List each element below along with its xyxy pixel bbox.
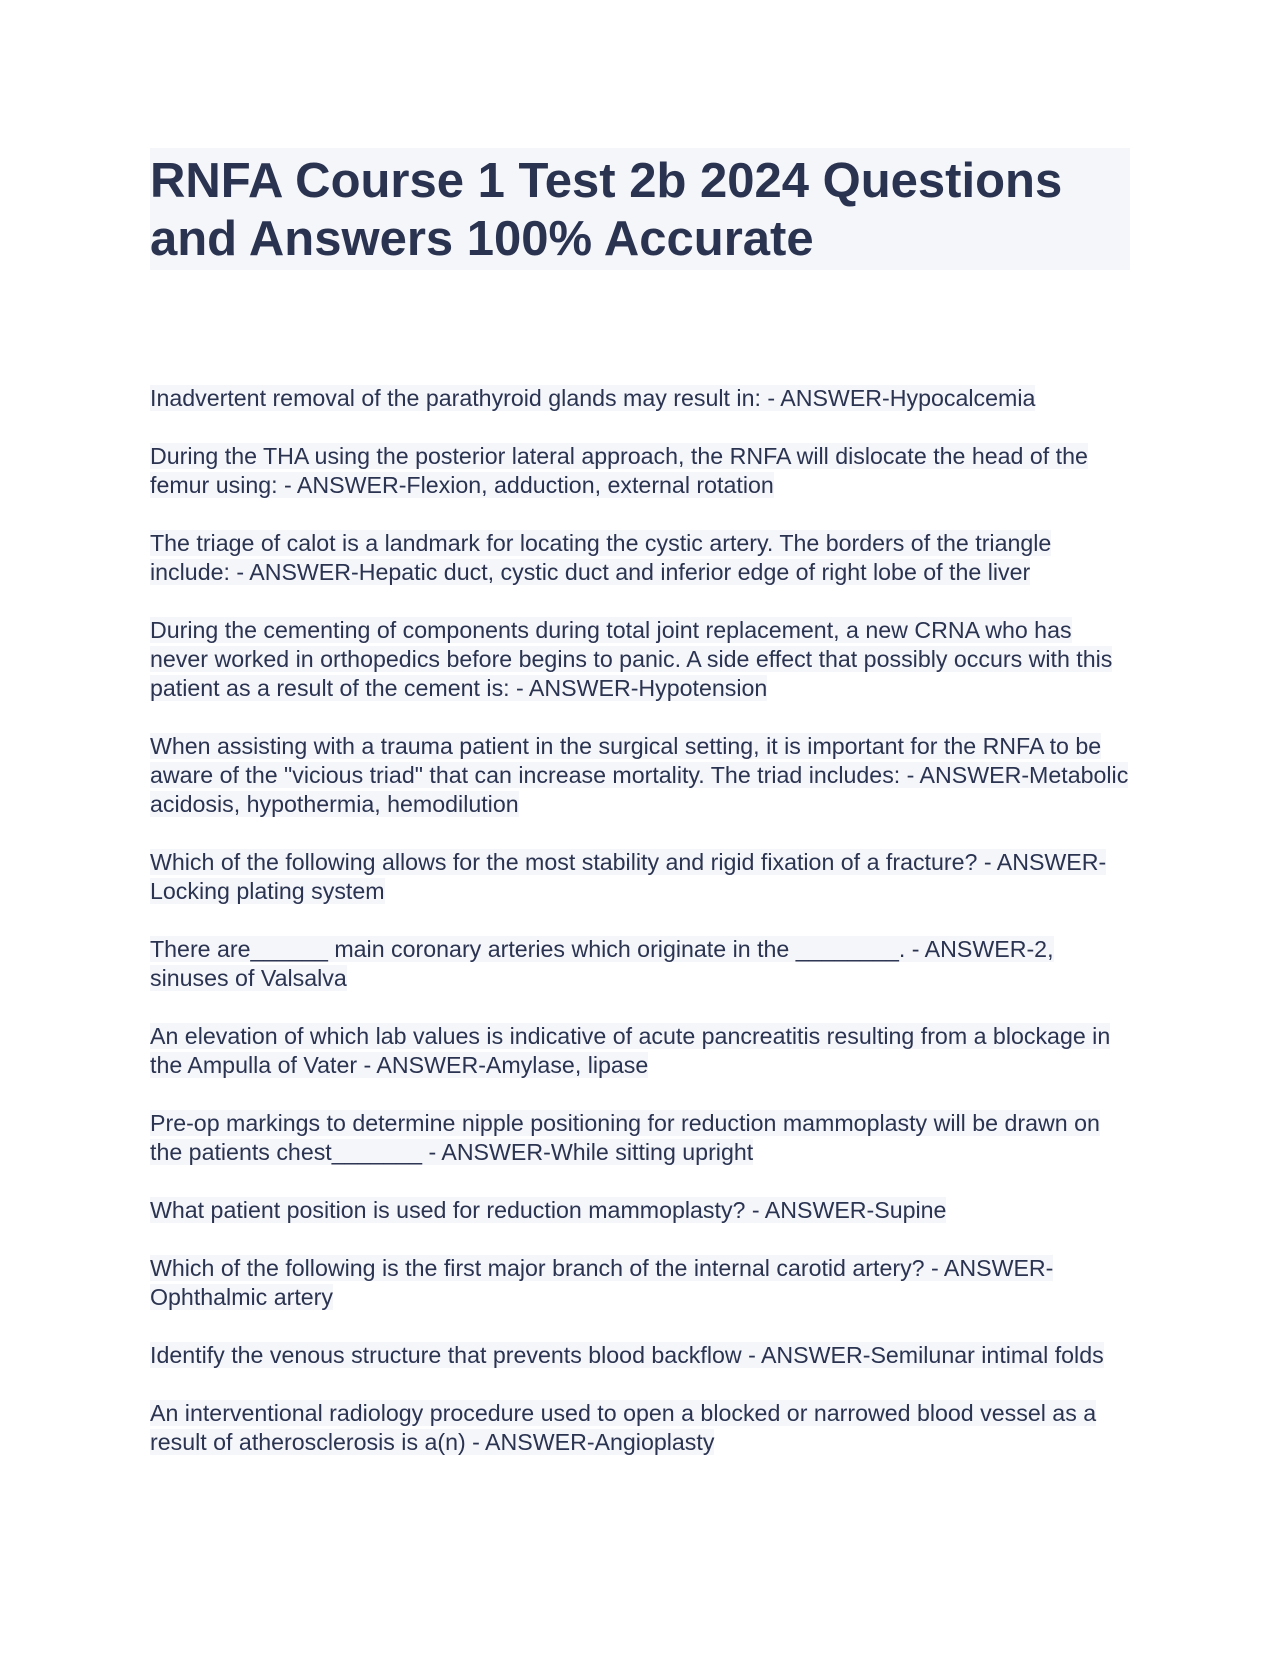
qa-item <box>150 616 1130 703</box>
qa-text: The triage of calot is a landmark for locating the cystic artery. The borders of the triangle include: - ANSWER-Hepatic duct, cystic duct and inferior edge of right lobe of the liver <box>150 530 1052 585</box>
qa-item <box>150 1109 1130 1167</box>
qa-text: When assisting with a trauma patient in the surgical setting, it is important for the RNFA to be aware of the "vicious triad" that can increase mortality. The triad includes: - ANSWER-Metabolic acidosis, hypothermia, hemodilution <box>150 733 1129 817</box>
qa-text: Which of the following allows for the most stability and rigid fixation of a fracture? - ANSWER-Locking plating system <box>150 849 1107 904</box>
qa-item <box>150 442 1130 500</box>
qa-item <box>150 1022 1130 1080</box>
qa-text: During the THA using the posterior lateral approach, the RNFA will dislocate the head of the femur using: - ANSWER-Flexion, adduction, external rotation <box>150 443 1088 498</box>
qa-item <box>150 1254 1130 1312</box>
qa-item <box>150 1196 1130 1225</box>
qa-item <box>150 848 1130 906</box>
qa-item <box>150 935 1130 993</box>
qa-text: There are______ main coronary arteries which originate in the ________. - ANSWER-2, sinuses of Valsalva <box>150 936 1054 991</box>
qa-item <box>150 384 1130 413</box>
qa-text: An elevation of which lab values is indicative of acute pancreatitis resulting from a blockage in the Ampulla of Vater - ANSWER-Amylase, lipase <box>150 1023 1111 1078</box>
title-block <box>150 148 1130 270</box>
qa-item <box>150 1341 1130 1370</box>
document-page <box>150 148 1130 1486</box>
qa-item <box>150 1399 1130 1457</box>
document-title: RNFA Course 1 Test 2b 2024 Questions and Answers 100% Accurate <box>150 154 1063 266</box>
qa-text: Inadvertent removal of the parathyroid glands may result in: - ANSWER-Hypocalcemia <box>150 385 1036 411</box>
qa-text: During the cementing of components during total joint replacement, a new CRNA who has never worked in orthopedics before begins to panic. A side effect that possibly occurs with this patient as a result of the cement is: - ANSWER-Hypotension <box>150 617 1113 701</box>
qa-text: Identify the venous structure that prevents blood backflow - ANSWER-Semilunar intimal folds <box>150 1342 1104 1368</box>
qa-list <box>150 384 1130 1457</box>
qa-text: Pre-op markings to determine nipple positioning for reduction mammoplasty will be drawn on the patients chest_______ - ANSWER-While sitting upright <box>150 1110 1100 1165</box>
qa-text: Which of the following is the first major branch of the internal carotid artery? - ANSWER-Ophthalmic artery <box>150 1255 1054 1310</box>
qa-text: An interventional radiology procedure used to open a blocked or narrowed blood vessel as a result of atherosclerosis is a(n) - ANSWER-Angioplasty <box>150 1400 1097 1455</box>
qa-item <box>150 732 1130 819</box>
qa-text: What patient position is used for reduction mammoplasty? - ANSWER-Supine <box>150 1197 947 1223</box>
qa-item <box>150 529 1130 587</box>
